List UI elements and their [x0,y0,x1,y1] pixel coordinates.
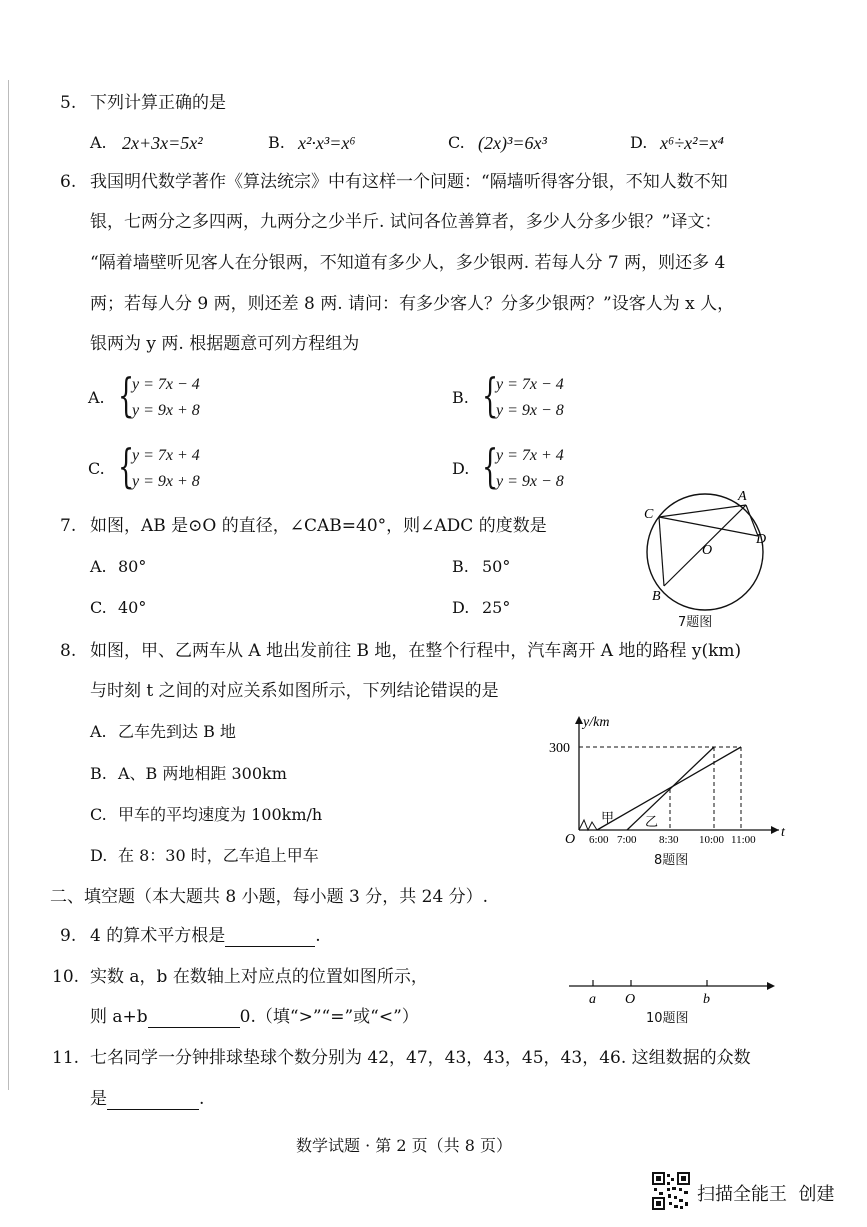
q10-label-o: O [625,992,636,1007]
q9-end: . [315,926,321,946]
q8-x-axis-arrow [771,826,779,834]
page-footer: 数学试题 · 第 2 页（共 8 页） [296,1136,512,1155]
q5-option-b-label: B. [268,133,285,152]
q10-label-b: b [703,992,710,1007]
q9-line [90,925,321,947]
q6-option-c-eq2: y = 9x + 8 [132,473,200,490]
q6-option-b-eq1: y = 7x − 4 [496,376,564,393]
q8-number: 8. [60,641,77,661]
q9-answer-blank[interactable] [225,928,315,947]
q8-series-jia [597,747,741,830]
q6-text-line-2: 银，七两分之多四两，九两分之少半斤. 试问各位善算者，多少人分多少银？”译文： [90,212,722,232]
q6-text-line-4: 两；若每人分 9 两，则还差 8 两. 请问：有多少客人？分多少银两？”设客人为 x 人， [90,294,735,314]
scanner-watermark: 扫描全能王 创建 [697,1184,835,1205]
q6-option-c-system [132,446,200,498]
q7-option-c-label: C. [90,598,107,617]
q6-option-b-eq2: y = 9x − 8 [496,402,564,419]
q6-option-d-system [496,446,564,498]
q6-option-a-label: A. [88,388,105,407]
q10-figure-caption: 10题图 [646,1011,689,1026]
q7-point-d: D [756,532,767,547]
q10-number-line-figure [565,972,780,1006]
q5-option-b-expr: x²·x³=x⁶ [298,133,356,153]
q6-text-line-5: 银两为 y 两. 根据题意可列方程组为 [90,334,360,354]
q9-text: 4 的算术平方根是 [90,926,226,946]
q11-text-line-1: 七名同学一分钟排球垫球个数分别为 42，47，43，43，45，43，46. 这组数据的众数 [90,1048,751,1068]
q6-option-b-system [496,375,564,427]
q7-figure-caption: 7题图 [678,615,713,630]
q5-number: 5. [60,93,77,113]
q7-point-b: B [652,589,661,604]
q7-option-a-label: A. [90,557,107,576]
q6-number: 6. [60,172,77,192]
section-2-heading: 二、填空题（本大题共 8 小题，每小题 3 分，共 24 分）. [50,887,489,907]
q7-option-c-text: 40° [118,598,147,617]
q7-point-o: O [702,543,713,558]
q8-series-jia-label: 甲 [601,811,615,826]
q7-option-d-label: D. [452,598,470,617]
q7-option-b-label: B. [452,557,469,576]
q8-graph-figure [549,712,785,847]
q6-option-d-eq2: y = 9x − 8 [496,473,564,490]
q8-y-axis-label: y/km [583,715,610,730]
q8-option-d-text: 在 8：30 时，乙车追上甲车 [118,846,319,865]
q10-number-line-arrow [767,982,775,990]
q8-text-line-2: 与时刻 t 之间的对应关系如图所示，下列结论错误的是 [90,681,499,701]
q7-chord-cd [659,517,758,536]
q8-origin-label: O [565,832,576,847]
q8-option-a-label: A. [90,722,107,741]
q5-stem: 下列计算正确的是 [90,93,226,113]
q10-text-line-1: 实数 a，b 在数轴上对应点的位置如图所示， [90,967,428,987]
q10-number: 10. [52,967,80,987]
q5-option-a-expr: 2x+3x=5x² [122,133,203,153]
q6-option-d-brace: { [482,439,499,493]
q8-x-tick-1100: 11:00 [731,834,756,846]
q7-option-a-text: 80° [118,557,147,576]
q6-option-a-system [132,375,200,427]
q7-circle-figure [630,480,780,630]
q10-label-a: a [589,992,596,1007]
q11-text-pre: 是 [90,1089,107,1109]
q11-answer-blank[interactable] [107,1091,199,1110]
q8-option-b-label: B. [90,764,107,783]
q11-end: . [199,1089,205,1109]
q10-text-post: 0.（填“>”“=”或“<”） [239,1007,419,1027]
q7-stem: 如图，AB 是⊙O 的直径，∠CAB=40°，则∠ADC 的度数是 [90,516,547,536]
q11-text-line-2 [90,1088,204,1110]
q8-option-b-text: A、B 两地相距 300km [118,764,287,783]
q10-text-line-2 [90,1006,419,1028]
q5-option-c-label: C. [448,133,465,152]
q6-option-b-brace: { [482,368,499,422]
q9-number: 9. [60,926,77,946]
q5-option-a-label: A. [90,133,107,152]
q7-number: 7. [60,516,77,536]
q6-option-c-label: C. [88,459,105,478]
q8-x-tick-830: 8:30 [659,834,679,846]
q5-option-c-expr: (2x)³=6x³ [478,133,547,153]
q6-option-b-label: B. [452,388,469,407]
q8-y-tick-300: 300 [549,741,570,756]
q6-option-c-brace: { [118,439,135,493]
q7-point-c: C [644,507,654,522]
q8-text-line-1: 如图，甲、乙两车从 A 地出发前往 B 地，在整个行程中，汽车离开 A 地的路程 y(km) [90,641,742,661]
q8-x-tick-600: 6:00 [589,834,609,846]
q7-chord-ca [659,505,746,517]
q8-option-a-text: 乙车先到达 B 地 [118,722,236,741]
q10-text-pre: 则 a+b [90,1007,148,1027]
q6-text-line-3: “隔着墙壁听见客人在分银两，不知道有多少人，多少银两. 若每人分 7 两，则还多 4 [90,253,726,273]
q8-y-axis-arrow [575,716,583,724]
q8-x-tick-700: 7:00 [617,834,637,846]
q8-option-c-text: 甲车的平均速度为 100km/h [118,805,323,824]
q7-chord-cb [659,517,664,586]
q6-option-d-label: D. [452,459,470,478]
q8-x-tick-1000: 10:00 [699,834,725,846]
q7-option-d-text: 25° [482,598,511,617]
q6-option-a-brace: { [118,368,135,422]
q8-series-yi-label: 乙 [645,815,659,830]
q8-axis-break [579,820,597,830]
q5-option-d-label: D. [630,133,648,152]
q7-point-a: A [738,489,747,504]
q6-option-c-eq1: y = 7x + 4 [132,447,200,464]
q8-figure-caption: 8题图 [654,853,689,868]
q8-option-c-label: C. [90,805,107,824]
q6-option-a-eq1: y = 7x − 4 [132,376,200,393]
page-edge-rule [8,80,9,1090]
qr-code-icon [652,1172,690,1210]
q11-number: 11. [52,1048,80,1068]
q5-option-d-expr: x⁶÷x²=x⁴ [660,133,724,153]
q8-x-axis-label: t [781,825,785,840]
q7-option-b-text: 50° [482,557,511,576]
q10-answer-blank[interactable] [148,1009,240,1028]
q8-option-d-label: D. [90,846,108,865]
q6-text-line-1: 我国明代数学著作《算法统宗》中有这样一个问题：“隔墙听得客分银，不知人数不知 [90,172,728,192]
q6-option-d-eq1: y = 7x + 4 [496,447,564,464]
q6-option-a-eq2: y = 9x + 8 [132,402,200,419]
